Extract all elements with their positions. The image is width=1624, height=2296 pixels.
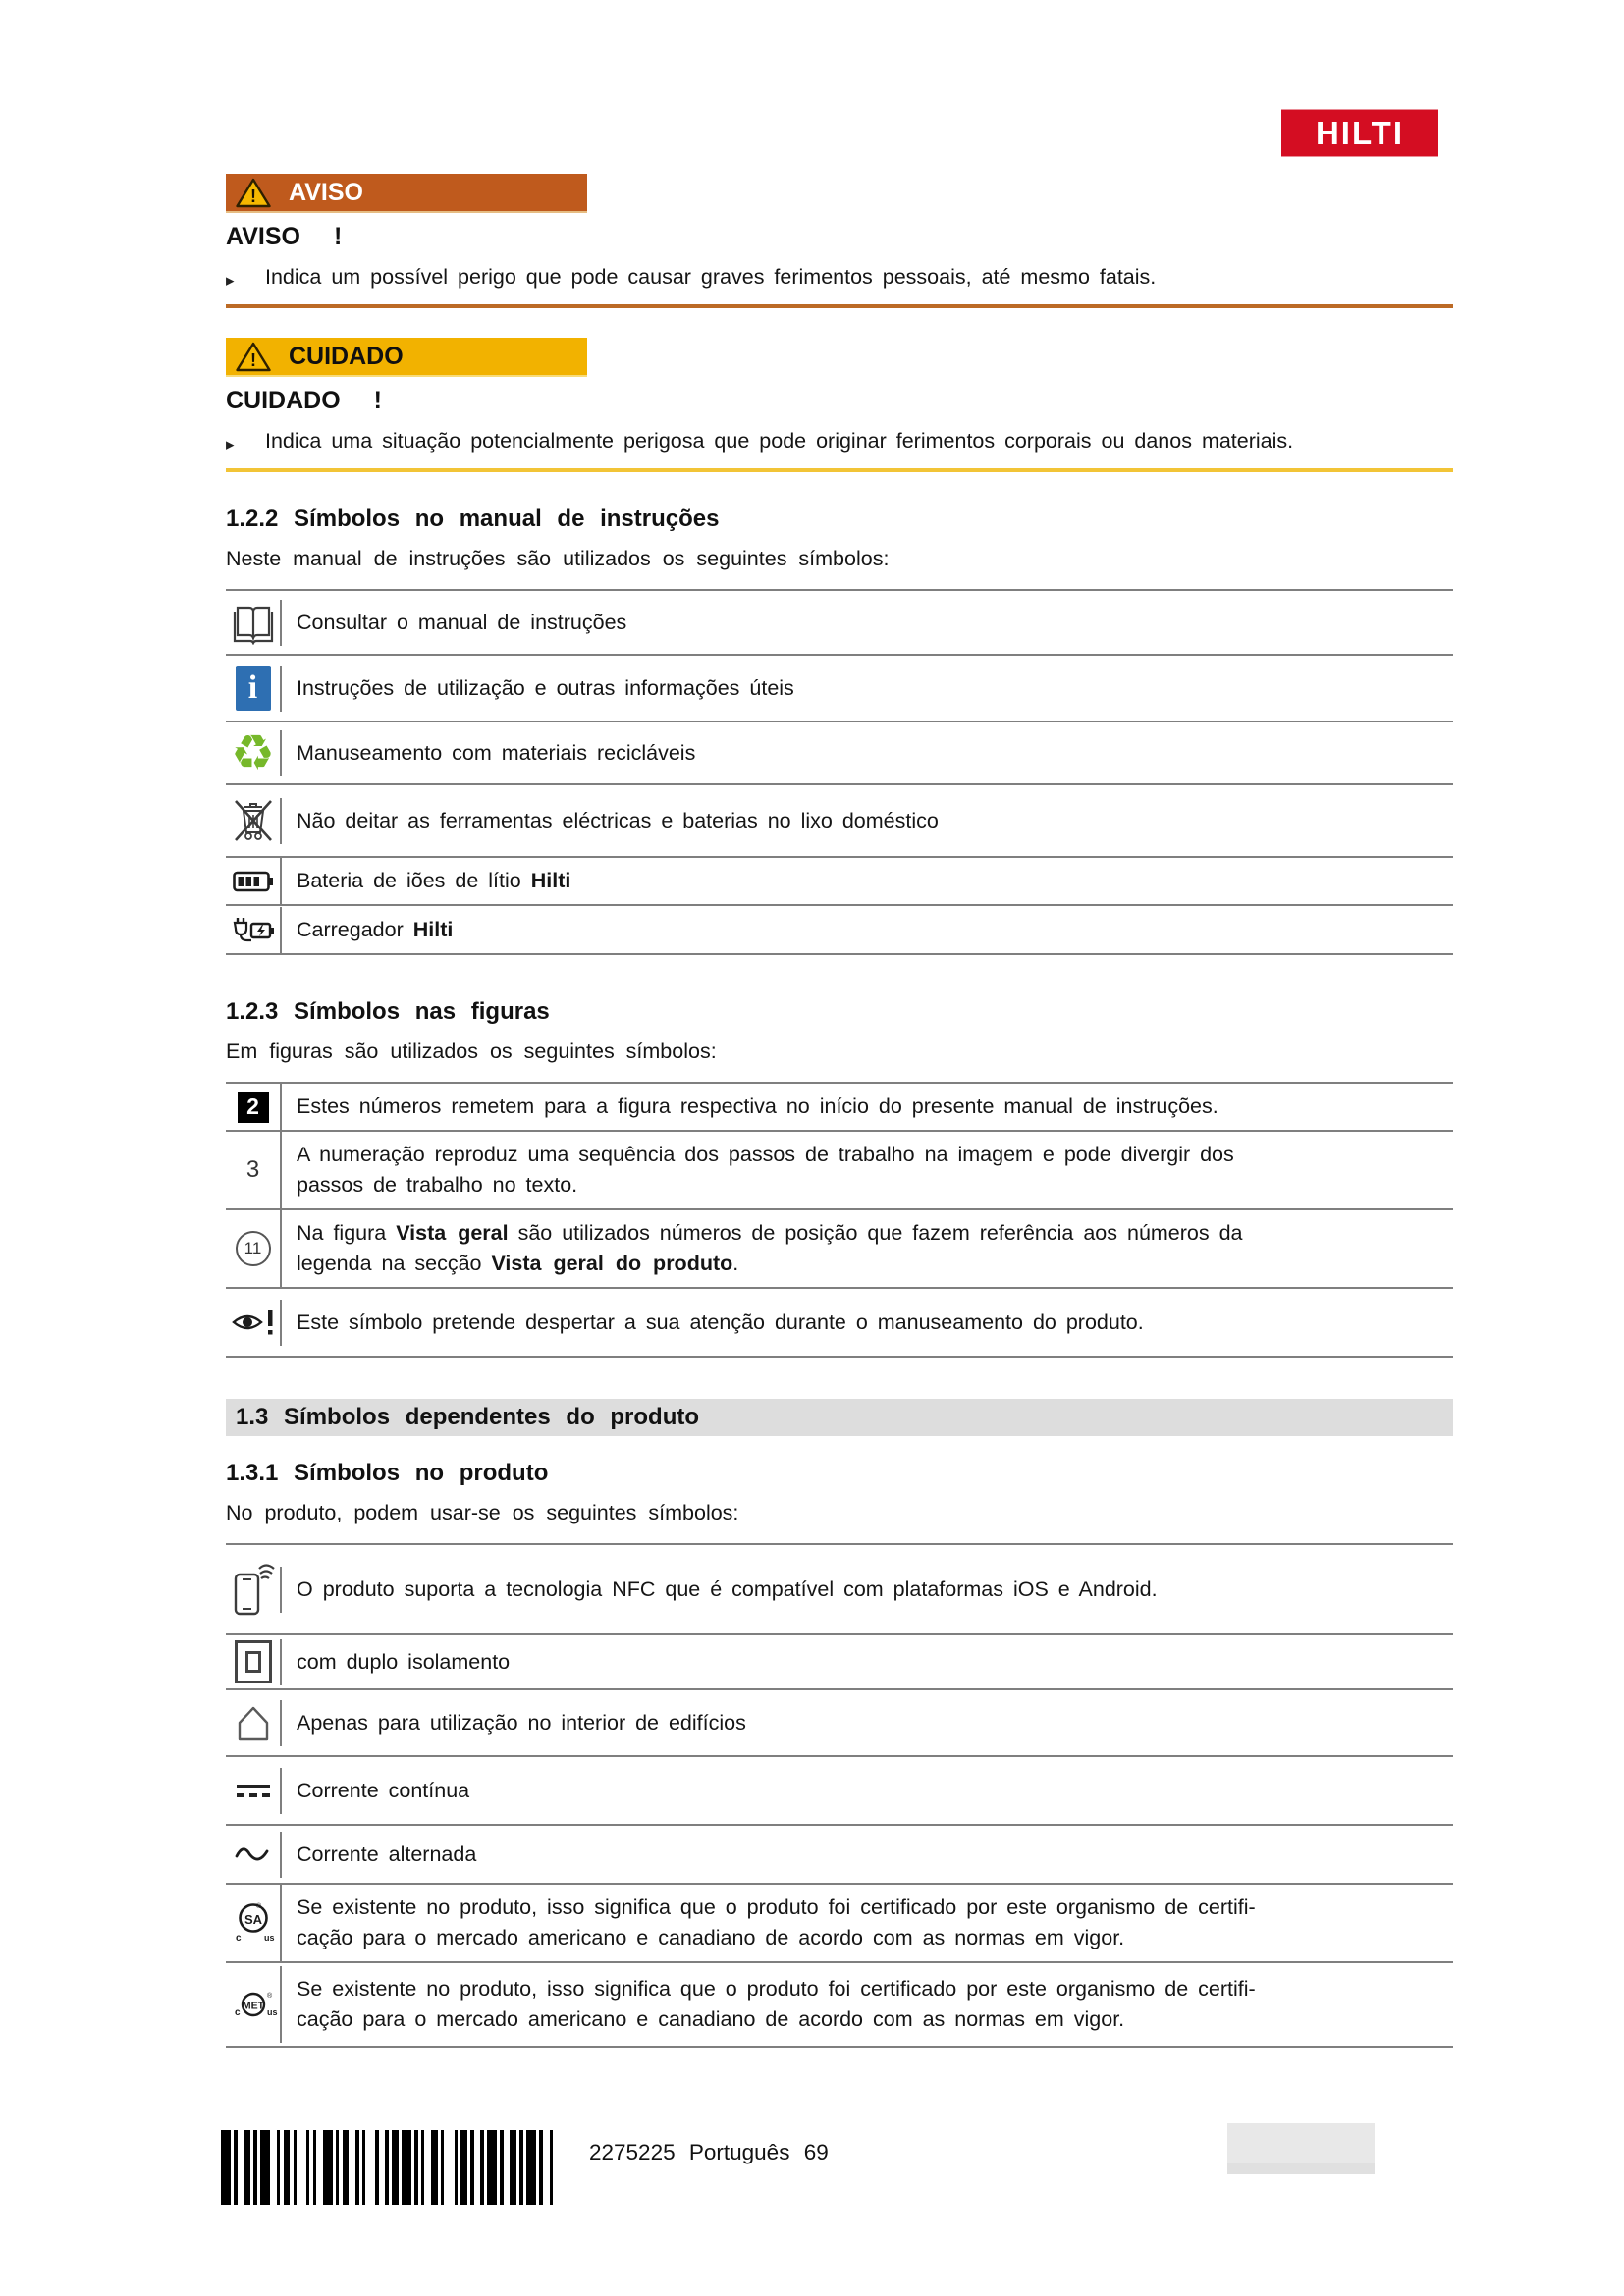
charger-icon xyxy=(226,906,280,953)
table-row xyxy=(226,1287,1453,1356)
svg-text:c: c xyxy=(234,2007,241,2018)
symbol-description: Corrente contínua xyxy=(280,1768,1453,1814)
table-row xyxy=(226,904,1453,953)
svg-text:us: us xyxy=(263,1933,275,1943)
cuidado-bullet-line xyxy=(226,427,1453,458)
cuidado-divider xyxy=(226,468,1453,472)
table-row xyxy=(226,1130,1453,1208)
footer-page-info xyxy=(589,2140,829,2165)
attention-eye-icon xyxy=(226,1289,280,1356)
symbol-description: Carregador Hilti xyxy=(280,907,1453,953)
symbol-description: Estes números remetem para a figura respectiva no início do presente manual de instruções. xyxy=(280,1084,1453,1130)
aviso-bullet-text: Indica um possível perigo que pode causar graves ferimentos pessoais, até mesmo fatais. xyxy=(265,265,1157,289)
table-row xyxy=(226,783,1453,856)
content-column xyxy=(226,0,1453,2048)
battery-icon xyxy=(226,858,280,904)
symbol-description: O produto suporta a tecnologia NFC que é compatível com plataformas iOS e Android. xyxy=(280,1567,1453,1613)
table-row xyxy=(226,1755,1453,1824)
symbol-description: com duplo isolamento xyxy=(280,1639,1453,1685)
sequence-number-3-icon: 3 xyxy=(245,1156,260,1183)
cuidado-bullet-text: Indica uma situação potencialmente perigosa que pode originar ferimentos corporais ou danos materiais. xyxy=(265,429,1294,453)
met-mark-icon xyxy=(226,1963,280,2046)
svg-text:!: ! xyxy=(250,349,256,370)
table-row xyxy=(226,1082,1453,1130)
aviso-bullet-line xyxy=(226,263,1453,294)
table-row xyxy=(226,589,1453,654)
aviso-divider xyxy=(226,304,1453,308)
symbol-description: Instruções de utilização e outras informações úteis xyxy=(280,666,1453,712)
table-row xyxy=(226,1824,1453,1883)
svg-text:us: us xyxy=(266,2007,278,2017)
cuidado-banner-label: CUIDADO xyxy=(289,342,404,370)
hilti-logo: HILTI xyxy=(1281,110,1438,157)
cuidado-banner xyxy=(226,338,587,377)
svg-text:SA: SA xyxy=(244,1912,262,1927)
position-number-11-icon: 11 xyxy=(226,1210,280,1287)
aviso-title: AVISO ! xyxy=(226,223,343,250)
section-intro-1-2-2: Neste manual de instruções são utilizados os seguintes símbolos: xyxy=(226,547,890,570)
cuidado-title: CUIDADO ! xyxy=(226,387,382,414)
direct-current-icon xyxy=(226,1757,280,1824)
section-intro-1-2-3: Em figuras são utilizados os seguintes símbolos: xyxy=(226,1040,717,1063)
table-row xyxy=(226,721,1453,783)
section-heading-1-3: 1.3 Símbolos dependentes do produto xyxy=(236,1404,700,1430)
section-heading-1-2-3: 1.2.3 Símbolos nas figuras xyxy=(226,998,550,1025)
no-household-waste-icon xyxy=(226,785,280,856)
symbol-description: A numeração reproduz uma sequência dos passos de trabalho na imagem e pode divergir dos passos de trabalho no texto. xyxy=(280,1132,1453,1208)
section-heading-1-2-2: 1.2.2 Símbolos no manual de instruções xyxy=(226,506,720,532)
symbol-description: Consultar o manual de instruções xyxy=(280,600,1453,646)
nfc-phone-icon xyxy=(226,1545,280,1633)
aviso-banner-label: AVISO xyxy=(289,178,363,206)
csa-mark-icon xyxy=(226,1885,280,1961)
symbol-description: Se existente no produto, isso significa que o produto foi certificado por este organismo de certifi- cação para o mercado americano e canadiano de acordo com as normas em vigor. xyxy=(280,1966,1453,2043)
symbol-description: Na figura Vista geral são utilizados números de posição que fazem referência aos números da legenda na secção Vista geral do produto. xyxy=(280,1210,1453,1287)
recycle-icon: ♻ xyxy=(231,724,275,781)
svg-text:c: c xyxy=(235,1933,242,1944)
footer-gray-box xyxy=(1227,2123,1375,2174)
svg-text:!: ! xyxy=(250,186,256,206)
symbols-table-figures xyxy=(226,1082,1453,1358)
table-row xyxy=(226,1688,1453,1755)
table-row xyxy=(226,856,1453,904)
alternating-current-icon xyxy=(226,1826,280,1883)
svg-text:®: ® xyxy=(266,1993,272,2000)
symbol-description: Apenas para utilização no interior de edifícios xyxy=(280,1700,1453,1746)
bullet-arrow-icon: ▸ xyxy=(226,271,235,290)
table-row xyxy=(226,1961,1453,2046)
symbol-description: Bateria de iões de lítio Hilti xyxy=(280,858,1453,904)
warning-triangle-icon xyxy=(236,178,271,208)
table-row xyxy=(226,1543,1453,1633)
document-number: 2275225 xyxy=(589,2140,676,2164)
section-heading-1-3-1: 1.3.1 Símbolos no produto xyxy=(226,1460,549,1486)
warning-triangle-icon xyxy=(236,342,271,372)
symbol-description: Corrente alternada xyxy=(280,1832,1453,1878)
table-row xyxy=(226,654,1453,721)
table-row xyxy=(226,1633,1453,1688)
section-bar-1-3 xyxy=(226,1399,1453,1436)
svg-text:MET: MET xyxy=(242,2000,264,2012)
language-label: Português xyxy=(688,2140,790,2164)
aviso-banner xyxy=(226,174,587,213)
symbol-description: Se existente no produto, isso significa que o produto foi certificado por este organismo de certifi- cação para o mercado americano e canadiano de acordo com as normas em vigor. xyxy=(280,1885,1453,1961)
svg-text:®: ® xyxy=(255,1903,261,1910)
table-row xyxy=(226,1883,1453,1961)
table-row xyxy=(226,1208,1453,1287)
bullet-arrow-icon: ▸ xyxy=(226,435,235,454)
symbols-table-manual xyxy=(226,589,1453,955)
indoor-use-icon xyxy=(226,1690,280,1755)
page-number: 69 xyxy=(803,2140,829,2164)
info-icon: i xyxy=(226,656,280,721)
barcode xyxy=(221,2130,560,2205)
symbols-table-product xyxy=(226,1543,1453,2048)
manual-book-icon xyxy=(226,591,280,654)
symbol-description: Manuseamento com materiais recicláveis xyxy=(280,730,1453,776)
figure-number-2-icon: 2 xyxy=(226,1084,280,1130)
symbol-description: Este símbolo pretende despertar a sua atenção durante o manuseamento do produto. xyxy=(280,1300,1453,1346)
double-insulation-icon xyxy=(226,1635,280,1688)
symbol-description: Não deitar as ferramentas eléctricas e baterias no lixo doméstico xyxy=(280,798,1453,844)
section-intro-1-3-1: No produto, podem usar-se os seguintes símbolos: xyxy=(226,1501,739,1524)
